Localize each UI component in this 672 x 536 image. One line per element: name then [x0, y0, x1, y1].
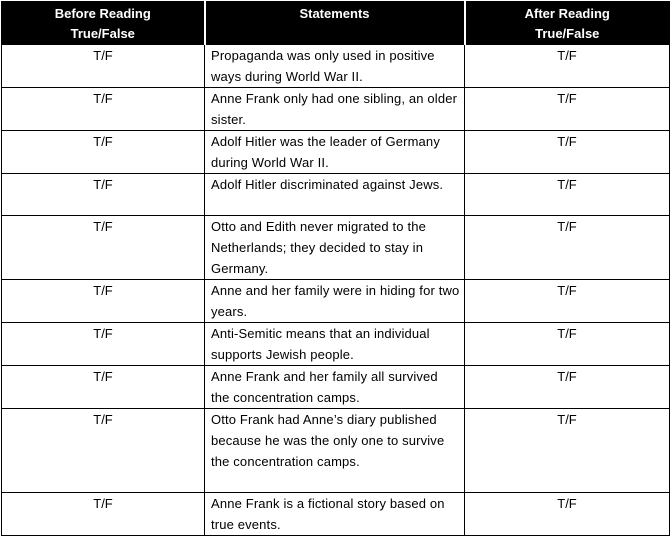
- before-reading-cell: T/F: [2, 323, 205, 366]
- before-reading-cell: T/F: [2, 493, 205, 536]
- before-reading-cell: T/F: [2, 409, 205, 493]
- header-before-reading: [2, 2, 205, 45]
- statement-cell: Propaganda was only used in positive ways during World War II.: [205, 45, 465, 88]
- after-reading-cell: T/F: [465, 366, 670, 409]
- before-reading-cell: T/F: [2, 174, 205, 216]
- table-row: [2, 323, 670, 366]
- table-row: [2, 366, 670, 409]
- after-reading-cell: T/F: [465, 280, 670, 323]
- header-row: [2, 2, 670, 45]
- anticipation-guide-table: [1, 1, 670, 536]
- table-row: [2, 131, 670, 174]
- after-reading-cell: T/F: [465, 216, 670, 280]
- header-after-line1: After Reading: [524, 6, 610, 21]
- after-reading-cell: T/F: [465, 174, 670, 216]
- statement-cell: Adolf Hitler was the leader of Germany during World War II.: [205, 131, 465, 174]
- table-row: [2, 45, 670, 88]
- statement-cell: Anne Frank only had one sibling, an older sister.: [205, 88, 465, 131]
- header-before-line2: True/False: [70, 26, 135, 41]
- header-statements-label: Statements: [299, 6, 370, 21]
- table-row: [2, 174, 670, 216]
- table-body: [2, 45, 670, 536]
- statement-cell: Anne Frank is a fictional story based on true events.: [205, 493, 465, 536]
- header-before-line1: Before Reading: [54, 6, 151, 21]
- after-reading-cell: T/F: [465, 409, 670, 493]
- after-reading-cell: T/F: [465, 131, 670, 174]
- before-reading-cell: T/F: [2, 366, 205, 409]
- statement-cell: Anne and her family were in hiding for two years.: [205, 280, 465, 323]
- before-reading-cell: T/F: [2, 280, 205, 323]
- table-header: [2, 2, 670, 45]
- before-reading-cell: T/F: [2, 45, 205, 88]
- header-after-reading: [465, 2, 670, 45]
- table-row: [2, 409, 670, 493]
- statement-cell: Adolf Hitler discriminated against Jews.: [205, 174, 465, 216]
- after-reading-cell: T/F: [465, 493, 670, 536]
- after-reading-cell: T/F: [465, 88, 670, 131]
- statement-cell: Otto and Edith never migrated to the Netherlands; they decided to stay in Germany.: [205, 216, 465, 280]
- table-row: [2, 280, 670, 323]
- table-row: [2, 493, 670, 536]
- after-reading-cell: T/F: [465, 323, 670, 366]
- statement-cell: Otto Frank had Anne’s diary published because he was the only one to survive the concentration camps.: [205, 409, 465, 493]
- table-row: [2, 216, 670, 280]
- before-reading-cell: T/F: [2, 131, 205, 174]
- statement-cell: Anne Frank and her family all survived the concentration camps.: [205, 366, 465, 409]
- after-reading-cell: T/F: [465, 45, 670, 88]
- statement-cell: Anti-Semitic means that an individual supports Jewish people.: [205, 323, 465, 366]
- before-reading-cell: T/F: [2, 216, 205, 280]
- header-after-line2: True/False: [535, 26, 600, 41]
- before-reading-cell: T/F: [2, 88, 205, 131]
- table-row: [2, 88, 670, 131]
- header-statements: [205, 2, 465, 45]
